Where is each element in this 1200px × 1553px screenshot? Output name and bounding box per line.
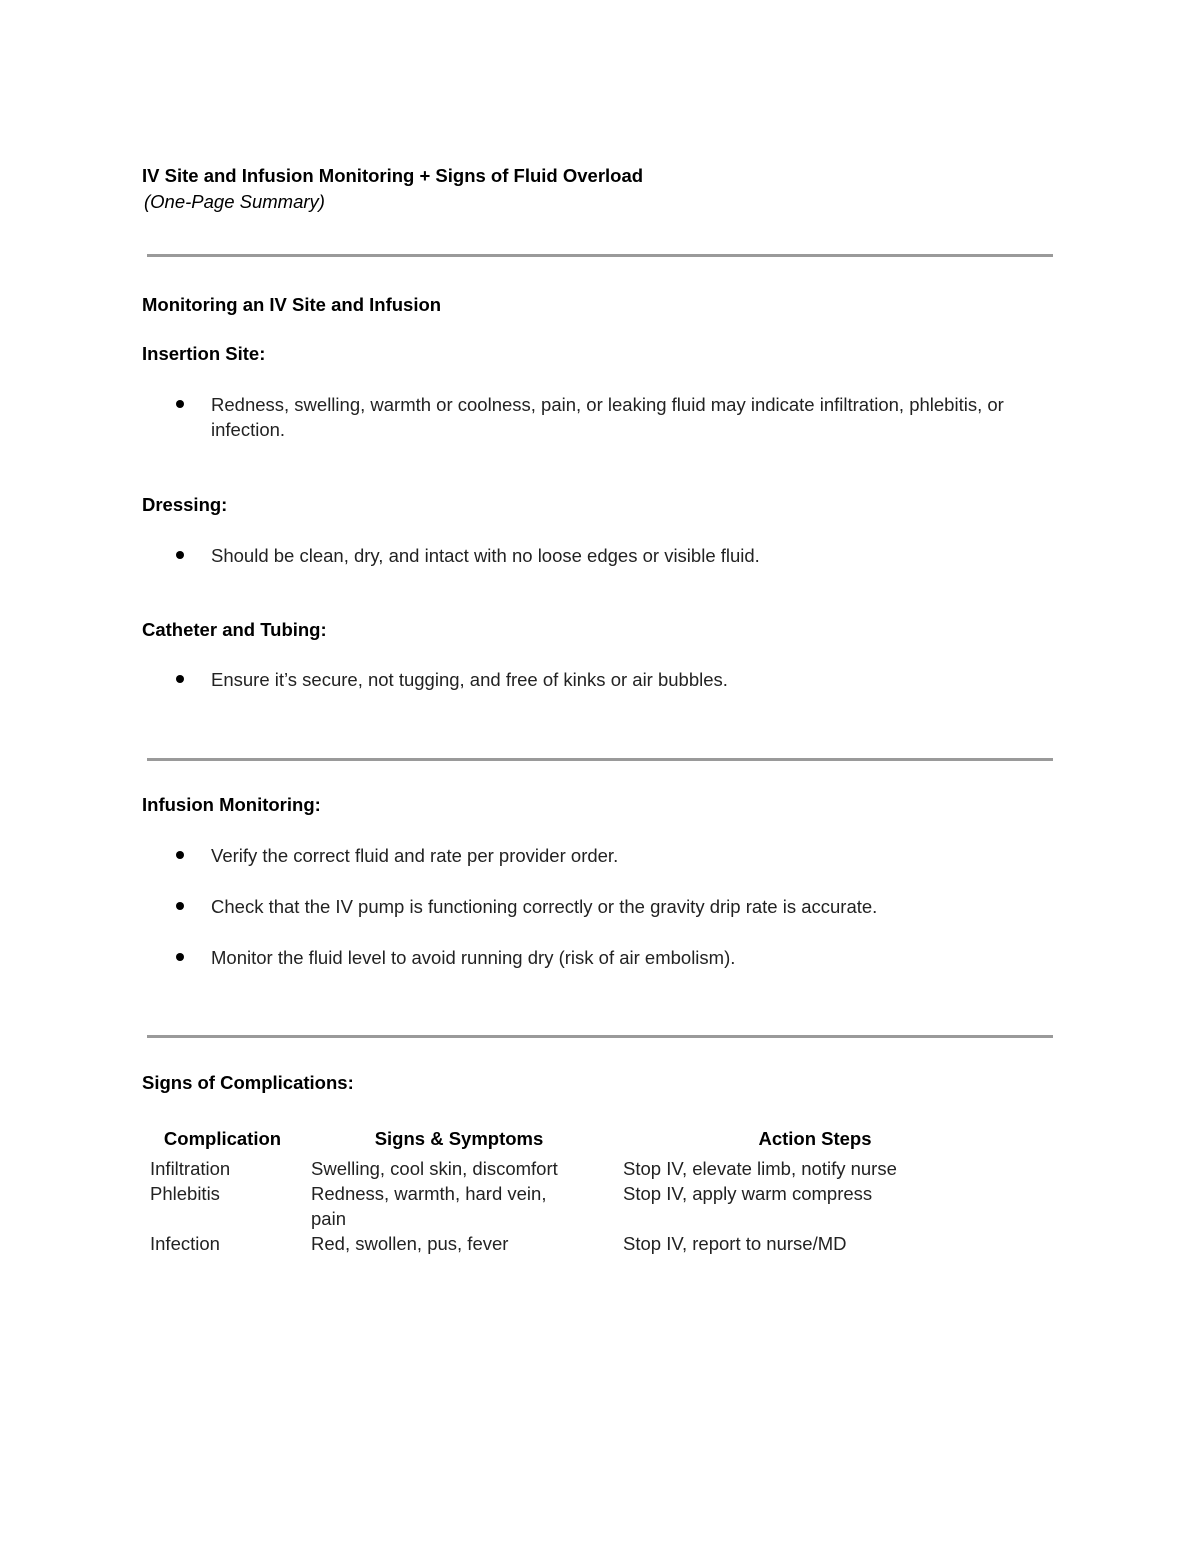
table-cell: Infiltration [150, 1158, 231, 1179]
table-cell: Redness, warmth, hard vein, pain [311, 1183, 547, 1229]
list-item-text: Monitor the fluid level to avoid running dry (risk of air embolism). [211, 947, 736, 968]
column-header-signs-symptoms: Signs & Symptoms [374, 1128, 544, 1149]
list-item [176, 392, 1066, 442]
table-cell: Infection [150, 1233, 220, 1254]
horizontal-divider [147, 1035, 1053, 1038]
bullet-icon [176, 894, 211, 919]
horizontal-divider [147, 758, 1053, 761]
table-row [142, 1156, 1015, 1181]
list-item [176, 894, 1066, 919]
table-cell: Stop IV, elevate limb, notify nurse [623, 1158, 897, 1179]
column-header-action-steps: Action Steps [758, 1128, 872, 1149]
table-row [142, 1231, 1015, 1256]
document-title: IV Site and Infusion Monitoring + Signs of Fluid Overload [142, 165, 644, 186]
table-row [142, 1181, 1015, 1231]
table-cell: Phlebitis [150, 1183, 220, 1204]
list-item [176, 543, 1066, 568]
document-subtitle: (One-Page Summary) [144, 191, 325, 212]
bullet-icon [176, 667, 211, 692]
list-item-text: Should be clean, dry, and intact with no loose edges or visible fluid. [211, 545, 760, 566]
table-cell: Stop IV, apply warm compress [623, 1183, 873, 1204]
list-item-text: Redness, swelling, warmth or coolness, pain, or leaking fluid may indicate infiltration, phlebitis, or infection. [211, 394, 1004, 440]
subheading-insertion-site: Insertion Site: [142, 343, 266, 364]
section-heading-monitoring: Monitoring an IV Site and Infusion [142, 294, 442, 315]
list-item [176, 945, 1066, 970]
table-cell: Red, swollen, pus, fever [311, 1233, 509, 1254]
subheading-catheter-tubing: Catheter and Tubing: [142, 619, 327, 640]
complications-table [142, 1128, 1015, 1256]
list-item-text: Check that the IV pump is functioning correctly or the gravity drip rate is accurate. [211, 896, 878, 917]
list-item [176, 843, 1066, 868]
table-cell: Swelling, cool skin, discomfort [311, 1158, 558, 1179]
list-item [176, 667, 1066, 692]
list-item-text: Ensure it’s secure, not tugging, and free of kinks or air bubbles. [211, 669, 728, 690]
bullet-icon [176, 543, 211, 568]
bullet-icon [176, 843, 211, 868]
bullet-icon [176, 945, 211, 970]
bullet-icon [176, 392, 211, 417]
section-heading-infusion: Infusion Monitoring: [142, 794, 321, 815]
subheading-dressing: Dressing: [142, 494, 228, 515]
section-heading-complications: Signs of Complications: [142, 1072, 354, 1093]
horizontal-divider [147, 254, 1053, 257]
list-item-text: Verify the correct fluid and rate per provider order. [211, 845, 619, 866]
column-header-complication: Complication [163, 1128, 282, 1149]
table-cell: Stop IV, report to nurse/MD [623, 1233, 847, 1254]
table-header-row [142, 1128, 1015, 1156]
